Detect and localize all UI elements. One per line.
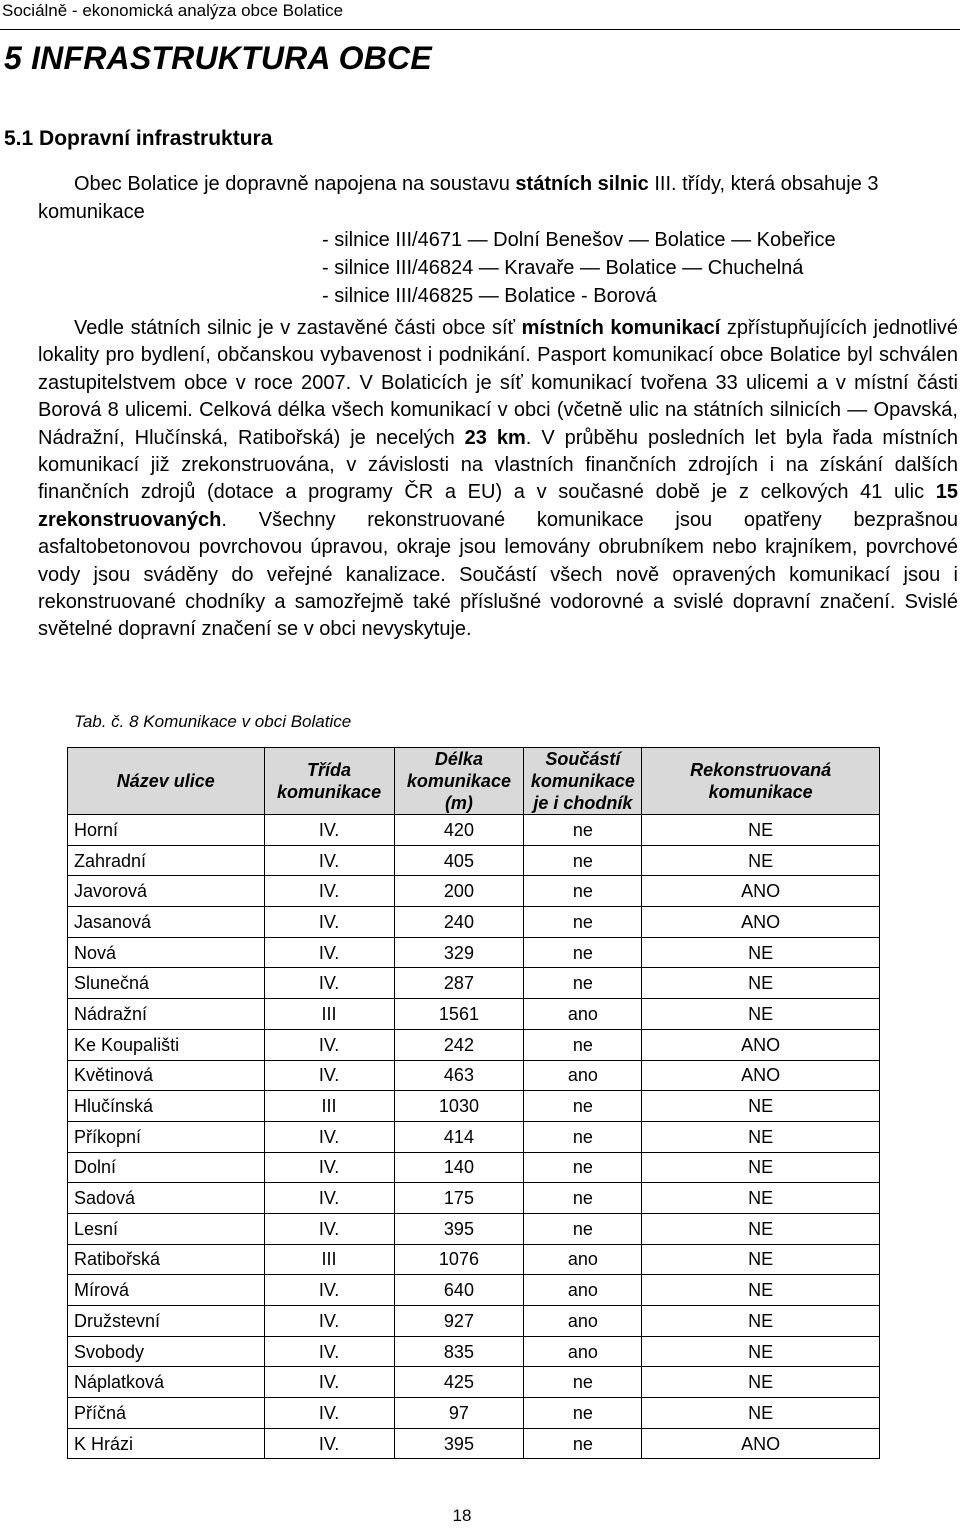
table-row	[68, 1244, 880, 1275]
sidewalk-cell: ne	[524, 1367, 642, 1398]
road-length-cell: 175	[394, 1183, 524, 1214]
table-row	[68, 907, 880, 938]
table-row	[68, 1306, 880, 1337]
table-row	[68, 845, 880, 876]
street-name-cell: Hlučínská	[68, 1091, 265, 1122]
sidewalk-cell: ne	[524, 1213, 642, 1244]
reconstructed-cell: NE	[642, 999, 880, 1030]
reconstructed-cell: NE	[642, 1244, 880, 1275]
page-number: 18	[452, 1506, 472, 1525]
road-length-cell: 240	[394, 907, 524, 938]
sidewalk-cell: ne	[524, 876, 642, 907]
table-row	[68, 876, 880, 907]
road-list	[322, 226, 836, 310]
sidewalk-cell: ano	[524, 1306, 642, 1337]
main-text: . Všechny rekonstruované komunikace jsou opatřeny bezprašnou asfaltobetonovou povrchovou úpravou, okraje jsou lemovány obrubníkem nebo krajníkem, povrchové vody jsou sváděny do veřejné kanalizace. Součástí všech nově opravených komunikací jsou i rekonstruované chodníky a samozřejmě také příslušné vodorovné a svislé dopravní značení. Svislé světelné dopravní značení se v obci nevyskytuje.	[38, 508, 958, 641]
road-length-cell: 140	[394, 1152, 524, 1183]
road-length-cell: 200	[394, 876, 524, 907]
street-name-cell: Dolní	[68, 1152, 265, 1183]
road-length-cell: 927	[394, 1306, 524, 1337]
road-class-cell: IV.	[264, 937, 394, 968]
header-road-class: Třída komunikace	[264, 748, 394, 815]
road-class-cell: IV.	[264, 1060, 394, 1091]
sidewalk-cell: ne	[524, 815, 642, 846]
street-name-cell: Lesní	[68, 1213, 265, 1244]
table-row	[68, 1428, 880, 1459]
table-row	[68, 1367, 880, 1398]
road-length-cell: 414	[394, 1121, 524, 1152]
table-row	[68, 968, 880, 999]
road-class-cell: IV.	[264, 876, 394, 907]
street-name-cell: Družstevní	[68, 1306, 265, 1337]
sidewalk-cell: ne	[524, 907, 642, 938]
sidewalk-cell: ne	[524, 1183, 642, 1214]
main-text-bold: místních komunikací	[521, 317, 721, 339]
main-text-bold: 15 zrekonstruovaných	[38, 481, 958, 531]
street-name-cell: K Hrázi	[68, 1428, 265, 1459]
intro-paragraph	[38, 170, 958, 226]
reconstructed-cell: ANO	[642, 876, 880, 907]
sidewalk-cell: ne	[524, 1029, 642, 1060]
road-length-cell: 395	[394, 1213, 524, 1244]
road-length-cell: 405	[394, 845, 524, 876]
running-header	[0, 0, 960, 30]
road-length-cell: 420	[394, 815, 524, 846]
reconstructed-cell: NE	[642, 1183, 880, 1214]
sidewalk-cell: ano	[524, 1060, 642, 1091]
section-title: 5.1 Dopravní infrastruktura	[4, 127, 273, 150]
intro-text-pre: Obec Bolatice je dopravně napojena na soustavu	[74, 173, 516, 195]
street-name-cell: Svobody	[68, 1336, 265, 1367]
road-class-cell: IV.	[264, 1367, 394, 1398]
street-name-cell: Příčná	[68, 1398, 265, 1429]
street-name-cell: Květinová	[68, 1060, 265, 1091]
sidewalk-cell: ne	[524, 937, 642, 968]
table-row	[68, 999, 880, 1030]
road-class-cell: IV.	[264, 1275, 394, 1306]
road-class-cell: IV.	[264, 1152, 394, 1183]
road-class-cell: IV.	[264, 1336, 394, 1367]
street-name-cell: Zahradní	[68, 845, 265, 876]
main-text-bold: 23 km	[464, 426, 526, 449]
sidewalk-cell: ano	[524, 1244, 642, 1275]
header-road-length: Délka komunikace (m)	[394, 748, 524, 815]
road-length-cell: 425	[394, 1367, 524, 1398]
sidewalk-cell: ano	[524, 999, 642, 1030]
table-row	[68, 937, 880, 968]
road-list-item: - silnice III/4671 — Dolní Benešov — Bolatice — Kobeřice	[322, 229, 836, 251]
sidewalk-cell: ne	[524, 968, 642, 999]
street-name-cell: Javorová	[68, 876, 265, 907]
intro-text-bold: státních silnic	[515, 173, 649, 195]
street-name-cell: Horní	[68, 815, 265, 846]
table-row	[68, 1336, 880, 1367]
table-row	[68, 1183, 880, 1214]
table-caption: Tab. č. 8 Komunikace v obci Bolatice	[74, 712, 352, 731]
road-class-cell: IV.	[264, 1428, 394, 1459]
sidewalk-cell: ne	[524, 845, 642, 876]
header-street-name: Název ulice	[68, 748, 265, 815]
main-text: zpřístupňujících jednotlivé lokality pro bydlení, občanskou vybavenost i podnikání. Pasport komunikací obce Bolatice byl schválen zastupitelstvem obce v roce 2007. V Bolaticích je síť komunikací tvořena 33 ulicemi a v místní části Borová 8 ulicemi. Celková délka všech komunikací v obci (včetně ulic na státních silnicích — Opavská, Nádražní, Hlučínská, Ratibořská) je necelých	[38, 317, 958, 449]
table-row	[68, 1029, 880, 1060]
table-row	[68, 1060, 880, 1091]
road-length-cell: 1030	[394, 1091, 524, 1122]
reconstructed-cell: NE	[642, 1152, 880, 1183]
road-class-cell: IV.	[264, 1183, 394, 1214]
street-name-cell: Mírová	[68, 1275, 265, 1306]
road-length-cell: 640	[394, 1275, 524, 1306]
header-reconstructed: Rekonstruovaná komunikace	[642, 748, 880, 815]
table-header-row	[68, 748, 880, 815]
sidewalk-cell: ne	[524, 1428, 642, 1459]
sidewalk-cell: ne	[524, 1152, 642, 1183]
table-row	[68, 815, 880, 846]
street-name-cell: Ratibořská	[68, 1244, 265, 1275]
reconstructed-cell: ANO	[642, 1060, 880, 1091]
main-text: Vedle státních silnic je v zastavěné části obce síť	[74, 317, 522, 339]
road-class-cell: IV.	[264, 1213, 394, 1244]
reconstructed-cell: NE	[642, 1398, 880, 1429]
reconstructed-cell: NE	[642, 1367, 880, 1398]
sidewalk-cell: ano	[524, 1336, 642, 1367]
street-name-cell: Slunečná	[68, 968, 265, 999]
street-name-cell: Sadová	[68, 1183, 265, 1214]
street-name-cell: Ke Koupališti	[68, 1029, 265, 1060]
road-class-cell: IV.	[264, 907, 394, 938]
road-class-cell: III	[264, 1244, 394, 1275]
road-class-cell: III	[264, 1091, 394, 1122]
streets-table	[67, 747, 880, 1459]
reconstructed-cell: ANO	[642, 1029, 880, 1060]
running-header-title: Sociálně - ekonomická analýza obce Bolatice	[2, 1, 344, 20]
table-row	[68, 1213, 880, 1244]
road-list-item: - silnice III/46825 — Bolatice - Borová	[322, 285, 657, 307]
road-length-cell: 835	[394, 1336, 524, 1367]
reconstructed-cell: NE	[642, 845, 880, 876]
road-length-cell: 1076	[394, 1244, 524, 1275]
table-row	[68, 1152, 880, 1183]
reconstructed-cell: NE	[642, 1213, 880, 1244]
sidewalk-cell: ne	[524, 1398, 642, 1429]
street-name-cell: Nádražní	[68, 999, 265, 1030]
reconstructed-cell: ANO	[642, 1428, 880, 1459]
sidewalk-cell: ne	[524, 1121, 642, 1152]
road-length-cell: 463	[394, 1060, 524, 1091]
reconstructed-cell: NE	[642, 968, 880, 999]
road-length-cell: 329	[394, 937, 524, 968]
reconstructed-cell: NE	[642, 1121, 880, 1152]
table-row	[68, 1398, 880, 1429]
street-name-cell: Nová	[68, 937, 265, 968]
road-class-cell: III	[264, 999, 394, 1030]
street-name-cell: Příkopní	[68, 1121, 265, 1152]
table-row	[68, 1275, 880, 1306]
road-length-cell: 242	[394, 1029, 524, 1060]
road-length-cell: 395	[394, 1428, 524, 1459]
reconstructed-cell: NE	[642, 1336, 880, 1367]
road-class-cell: IV.	[264, 968, 394, 999]
reconstructed-cell: NE	[642, 937, 880, 968]
road-length-cell: 287	[394, 968, 524, 999]
main-paragraph	[38, 315, 958, 644]
reconstructed-cell: ANO	[642, 907, 880, 938]
road-class-cell: IV.	[264, 845, 394, 876]
reconstructed-cell: NE	[642, 1275, 880, 1306]
street-name-cell: Náplatková	[68, 1367, 265, 1398]
road-class-cell: IV.	[264, 1306, 394, 1337]
sidewalk-cell: ano	[524, 1275, 642, 1306]
road-class-cell: IV.	[264, 1029, 394, 1060]
main-text: . V průběhu posledních let byla řada místních komunikací již zrekonstruována, v závislosti na vlastních finančních zdrojích i na získání dalších finančních zdrojů (dotace a programy ČR a EU) a v současné době je z celkových 41 ulic	[38, 426, 958, 504]
reconstructed-cell: NE	[642, 1306, 880, 1337]
road-class-cell: IV.	[264, 1398, 394, 1429]
table-body	[68, 815, 880, 1459]
table-row	[68, 1091, 880, 1122]
road-length-cell: 1561	[394, 999, 524, 1030]
road-class-cell: IV.	[264, 1121, 394, 1152]
street-name-cell: Jasanová	[68, 907, 265, 938]
sidewalk-cell: ne	[524, 1091, 642, 1122]
road-list-item: - silnice III/46824 — Kravaře — Bolatice — Chuchelná	[322, 257, 804, 279]
road-length-cell: 97	[394, 1398, 524, 1429]
header-sidewalk: Součástí komunikace je i chodník	[524, 748, 642, 815]
table-row	[68, 1121, 880, 1152]
reconstructed-cell: NE	[642, 815, 880, 846]
road-class-cell: IV.	[264, 815, 394, 846]
chapter-title: 5 INFRASTRUKTURA OBCE	[4, 40, 432, 76]
reconstructed-cell: NE	[642, 1091, 880, 1122]
intro-text-post: III. třídy, která obsahuje 3 komunikace	[38, 173, 879, 223]
